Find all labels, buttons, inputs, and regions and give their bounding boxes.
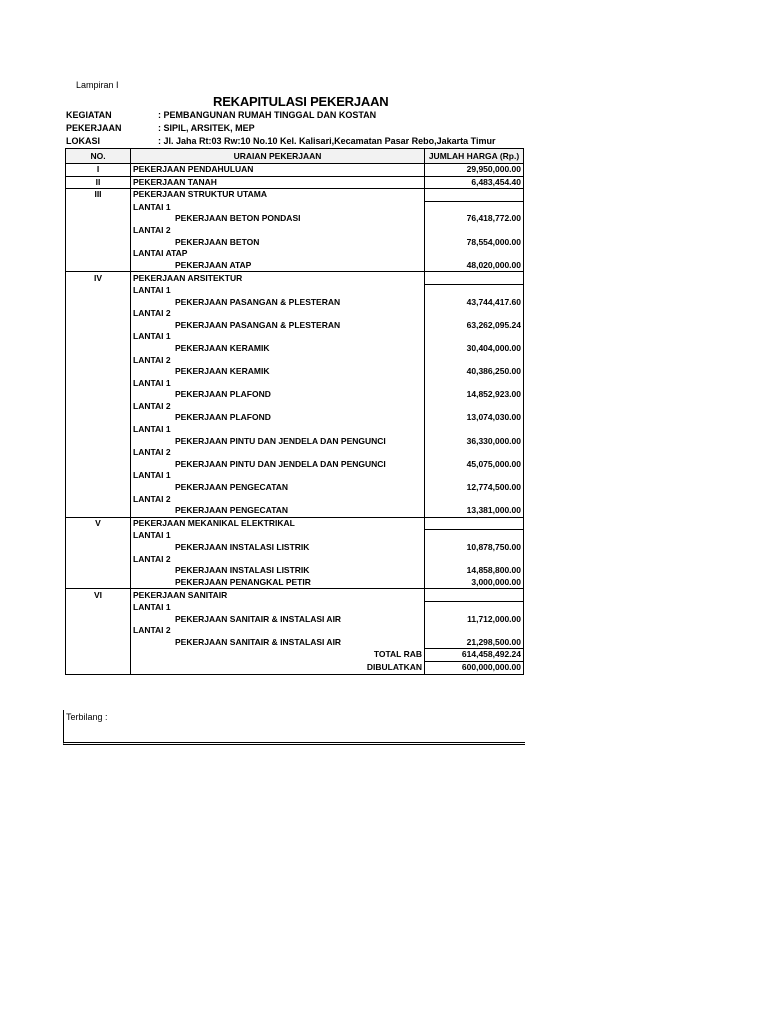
row-label: LANTAI 2: [131, 447, 425, 459]
meta-key: PEKERJAAN: [66, 123, 122, 133]
row-number: [66, 225, 131, 237]
row-number: [66, 355, 131, 367]
row-amount: [425, 355, 524, 367]
table-row: [66, 201, 524, 213]
row-number: [66, 505, 131, 517]
table-row: [66, 401, 524, 413]
row-number: [66, 436, 131, 448]
table-row: [66, 237, 524, 249]
row-amount: [425, 189, 524, 202]
row-label: PEKERJAAN PLAFOND: [131, 389, 425, 401]
row-label: LANTAI 1: [131, 530, 425, 542]
table-row: [66, 482, 524, 494]
row-label: LANTAI 1: [131, 601, 425, 613]
row-label: PEKERJAAN ATAP: [131, 260, 425, 272]
row-number: [66, 201, 131, 213]
row-label: PEKERJAAN PINTU DAN JENDELA DAN PENGUNCI: [131, 459, 425, 471]
row-label: PEKERJAAN INSTALASI LISTRIK: [131, 542, 425, 554]
table-row: [66, 554, 524, 566]
row-label: PEKERJAAN INSTALASI LISTRIK: [131, 565, 425, 577]
row-number: [66, 614, 131, 626]
row-number: [66, 389, 131, 401]
row-amount: [425, 225, 524, 237]
row-number: [66, 554, 131, 566]
row-label: PEKERJAAN SANITAIR: [131, 589, 425, 602]
total-spacer: [66, 661, 131, 674]
header-uraian: URAIAN PEKERJAAN: [131, 149, 425, 164]
row-number: [66, 331, 131, 343]
row-amount: 40,386,250.00: [425, 366, 524, 378]
row-label: LANTAI 1: [131, 424, 425, 436]
total-row: [66, 661, 524, 674]
table-row: [66, 436, 524, 448]
terbilang-box: [63, 710, 525, 745]
rekapitulasi-table: [65, 148, 524, 675]
row-amount: 14,852,923.00: [425, 389, 524, 401]
row-label: PEKERJAAN PENANGKAL PETIR: [131, 577, 425, 589]
row-label: PEKERJAAN ARSITEKTUR: [131, 272, 425, 285]
row-number: [66, 577, 131, 589]
table-row: [66, 284, 524, 296]
total-amount: 614,458,492.24: [425, 649, 524, 662]
row-amount: 21,298,500.00: [425, 637, 524, 649]
row-amount: 45,075,000.00: [425, 459, 524, 471]
table-row: [66, 297, 524, 309]
row-amount: [425, 201, 524, 213]
table-row: [66, 530, 524, 542]
row-number: [66, 284, 131, 296]
table-row: [66, 494, 524, 506]
row-amount: [425, 272, 524, 285]
row-label: PEKERJAAN PINTU DAN JENDELA DAN PENGUNCI: [131, 436, 425, 448]
row-label: LANTAI 2: [131, 494, 425, 506]
row-label: PEKERJAAN SANITAIR & INSTALASI AIR: [131, 614, 425, 626]
row-label: PEKERJAAN KERAMIK: [131, 366, 425, 378]
table-row: [66, 565, 524, 577]
row-number: [66, 378, 131, 390]
row-amount: [425, 447, 524, 459]
row-label: LANTAI 2: [131, 625, 425, 637]
row-number: [66, 424, 131, 436]
meta-key: LOKASI: [66, 136, 101, 146]
table-row: [66, 260, 524, 272]
table-row: [66, 614, 524, 626]
row-label: LANTAI 2: [131, 401, 425, 413]
row-amount: [425, 517, 524, 530]
meta-key: KEGIATAN: [66, 110, 112, 120]
row-amount: 11,712,000.00: [425, 614, 524, 626]
table-row: [66, 424, 524, 436]
row-number: [66, 625, 131, 637]
row-number: [66, 470, 131, 482]
table-row: [66, 589, 524, 602]
row-label: PEKERJAAN PASANGAN & PLESTERAN: [131, 320, 425, 332]
row-label: LANTAI 1: [131, 378, 425, 390]
row-number: [66, 401, 131, 413]
row-label: PEKERJAAN PENGECATAN: [131, 482, 425, 494]
terbilang-label: Terbilang :: [66, 712, 108, 722]
row-label: PEKERJAAN STRUKTUR UTAMA: [131, 189, 425, 202]
row-amount: [425, 625, 524, 637]
row-label: PEKERJAAN PENDAHULUAN: [131, 164, 425, 177]
row-amount: 48,020,000.00: [425, 260, 524, 272]
row-number: [66, 530, 131, 542]
row-label: PEKERJAAN PLAFOND: [131, 412, 425, 424]
meta-value: : SIPIL, ARSITEK, MEP: [158, 123, 255, 133]
row-amount: 29,950,000.00: [425, 164, 524, 177]
row-label: LANTAI 2: [131, 355, 425, 367]
row-label: PEKERJAAN BETON PONDASI: [131, 213, 425, 225]
row-label: PEKERJAAN PENGECATAN: [131, 505, 425, 517]
row-label: LANTAI 1: [131, 331, 425, 343]
row-amount: 14,858,800.00: [425, 565, 524, 577]
table-header-row: [66, 149, 524, 164]
header-harga: JUMLAH HARGA (Rp.): [425, 149, 524, 164]
meta-value: : Jl. Jaha Rt:03 Rw:10 No.10 Kel. Kalisari,Kecamatan Pasar Rebo,Jakarta Timur: [158, 136, 496, 146]
row-label: LANTAI ATAP: [131, 248, 425, 260]
row-label: LANTAI 2: [131, 225, 425, 237]
row-amount: [425, 424, 524, 436]
row-label: LANTAI 1: [131, 470, 425, 482]
row-number: [66, 248, 131, 260]
table-row: [66, 637, 524, 649]
table-row: [66, 542, 524, 554]
row-number: [66, 494, 131, 506]
row-number: VI: [66, 589, 131, 602]
row-amount: 78,554,000.00: [425, 237, 524, 249]
row-amount: [425, 530, 524, 542]
row-label: PEKERJAAN MEKANIKAL ELEKTRIKAL: [131, 517, 425, 530]
row-number: IV: [66, 272, 131, 285]
row-number: [66, 366, 131, 378]
row-amount: [425, 494, 524, 506]
row-number: [66, 637, 131, 649]
lampiran-label: Lampiran I: [76, 80, 119, 90]
row-amount: 3,000,000.00: [425, 577, 524, 589]
row-label: LANTAI 2: [131, 554, 425, 566]
row-label: PEKERJAAN KERAMIK: [131, 343, 425, 355]
table-row: [66, 389, 524, 401]
row-amount: 43,744,417.60: [425, 297, 524, 309]
document-title: REKAPITULASI PEKERJAAN: [213, 94, 389, 109]
row-number: [66, 542, 131, 554]
table-row: [66, 577, 524, 589]
table-row: [66, 470, 524, 482]
table-row: [66, 459, 524, 471]
table-row: [66, 248, 524, 260]
row-amount: [425, 470, 524, 482]
row-label: PEKERJAAN PASANGAN & PLESTERAN: [131, 297, 425, 309]
table-row: [66, 331, 524, 343]
row-amount: [425, 378, 524, 390]
row-amount: 12,774,500.00: [425, 482, 524, 494]
row-amount: 36,330,000.00: [425, 436, 524, 448]
row-number: [66, 601, 131, 613]
row-number: III: [66, 189, 131, 202]
table-row: [66, 189, 524, 202]
table-row: [66, 505, 524, 517]
row-number: [66, 260, 131, 272]
row-number: [66, 565, 131, 577]
row-label: PEKERJAAN SANITAIR & INSTALASI AIR: [131, 637, 425, 649]
row-amount: 6,483,454.40: [425, 176, 524, 189]
header-no: NO.: [66, 149, 131, 164]
row-amount: 30,404,000.00: [425, 343, 524, 355]
table-row: [66, 213, 524, 225]
row-amount: 76,418,772.00: [425, 213, 524, 225]
table-row: [66, 412, 524, 424]
total-label: DIBULATKAN: [131, 661, 425, 674]
row-amount: [425, 554, 524, 566]
row-amount: 13,381,000.00: [425, 505, 524, 517]
row-number: [66, 343, 131, 355]
row-number: [66, 482, 131, 494]
row-amount: [425, 308, 524, 320]
table-row: [66, 517, 524, 530]
table-body: [66, 164, 524, 675]
table-row: [66, 176, 524, 189]
table-row: [66, 378, 524, 390]
table-row: [66, 355, 524, 367]
row-amount: 13,074,030.00: [425, 412, 524, 424]
row-number: [66, 213, 131, 225]
row-number: I: [66, 164, 131, 177]
row-number: [66, 308, 131, 320]
row-amount: [425, 248, 524, 260]
row-amount: [425, 284, 524, 296]
row-number: [66, 320, 131, 332]
row-amount: [425, 331, 524, 343]
row-amount: [425, 589, 524, 602]
table-row: [66, 366, 524, 378]
row-label: PEKERJAAN TANAH: [131, 176, 425, 189]
row-label: PEKERJAAN BETON: [131, 237, 425, 249]
table-row: [66, 343, 524, 355]
table-row: [66, 601, 524, 613]
row-amount: [425, 401, 524, 413]
table-row: [66, 320, 524, 332]
table-row: [66, 625, 524, 637]
row-label: LANTAI 1: [131, 284, 425, 296]
row-number: [66, 412, 131, 424]
total-amount: 600,000,000.00: [425, 661, 524, 674]
table-row: [66, 272, 524, 285]
row-number: V: [66, 517, 131, 530]
total-row: [66, 649, 524, 662]
row-number: [66, 297, 131, 309]
row-number: II: [66, 176, 131, 189]
total-spacer: [66, 649, 131, 662]
table-row: [66, 308, 524, 320]
table-row: [66, 164, 524, 177]
row-number: [66, 447, 131, 459]
row-label: LANTAI 2: [131, 308, 425, 320]
row-amount: 10,878,750.00: [425, 542, 524, 554]
table-row: [66, 225, 524, 237]
total-label: TOTAL RAB: [131, 649, 425, 662]
row-amount: 63,262,095.24: [425, 320, 524, 332]
row-number: [66, 237, 131, 249]
row-label: LANTAI 1: [131, 201, 425, 213]
row-amount: [425, 601, 524, 613]
table-row: [66, 447, 524, 459]
row-number: [66, 459, 131, 471]
meta-value: : PEMBANGUNAN RUMAH TINGGAL DAN KOSTAN: [158, 110, 377, 120]
